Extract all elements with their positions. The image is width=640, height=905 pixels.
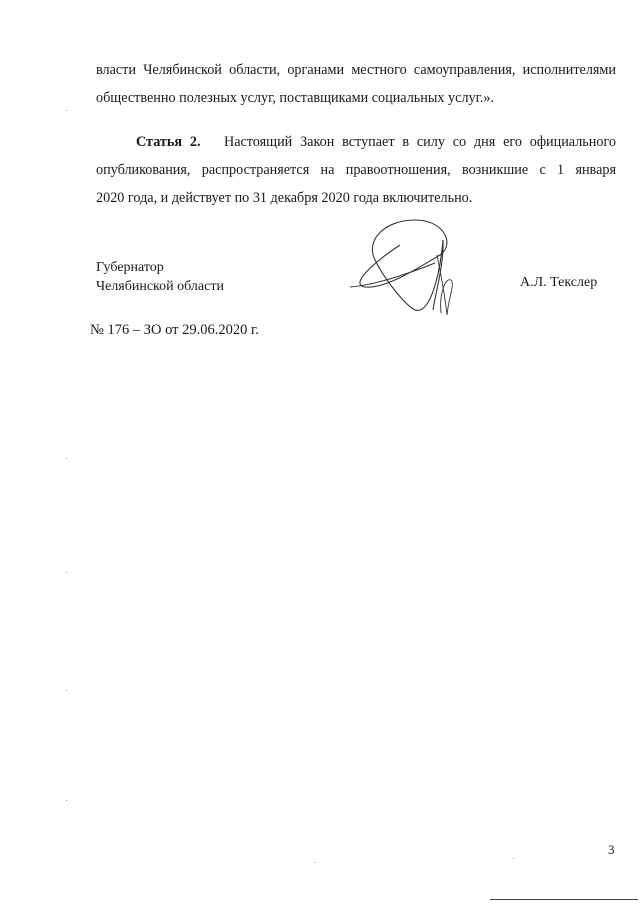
page-number: 3	[608, 842, 615, 857]
scan-speck	[66, 458, 67, 459]
scan-speck	[66, 800, 67, 801]
signer-name: А.Л. Текслер	[520, 275, 598, 290]
scan-speck	[315, 862, 316, 863]
signer-position-line-2: Челябинской области	[96, 279, 224, 294]
signer-position-line-1: Губернатор	[96, 260, 164, 275]
paragraph-line-2: общественно полезных услуг, поставщиками социальных услуг.».	[96, 90, 495, 106]
scan-speck	[66, 572, 67, 573]
article-2-line-1	[96, 128, 616, 156]
paragraph-line-1: власти Челябинской области, органами местного самоуправления, исполнителями	[96, 62, 616, 78]
footer-rule	[490, 899, 638, 900]
paragraph-continuation	[96, 56, 616, 112]
signer-position	[96, 258, 224, 296]
handwritten-signature-icon	[345, 215, 465, 320]
scan-speck	[66, 690, 67, 691]
article-2-line-2: опубликования, распространяется на правоотношения, возникшие с 1 января	[96, 162, 616, 178]
law-number: № 176 – ЗО от 29.06.2020 г.	[90, 322, 259, 338]
article-2-label: Статья 2.	[136, 134, 201, 150]
article-2-line-1-text: Настоящий Закон вступает в силу со дня его официального	[223, 134, 617, 150]
article-2	[96, 128, 616, 212]
scan-speck	[513, 858, 514, 859]
scan-speck	[66, 110, 67, 111]
article-2-line-3: 2020 года, и действует по 31 декабря 2020 года включительно.	[96, 190, 473, 206]
